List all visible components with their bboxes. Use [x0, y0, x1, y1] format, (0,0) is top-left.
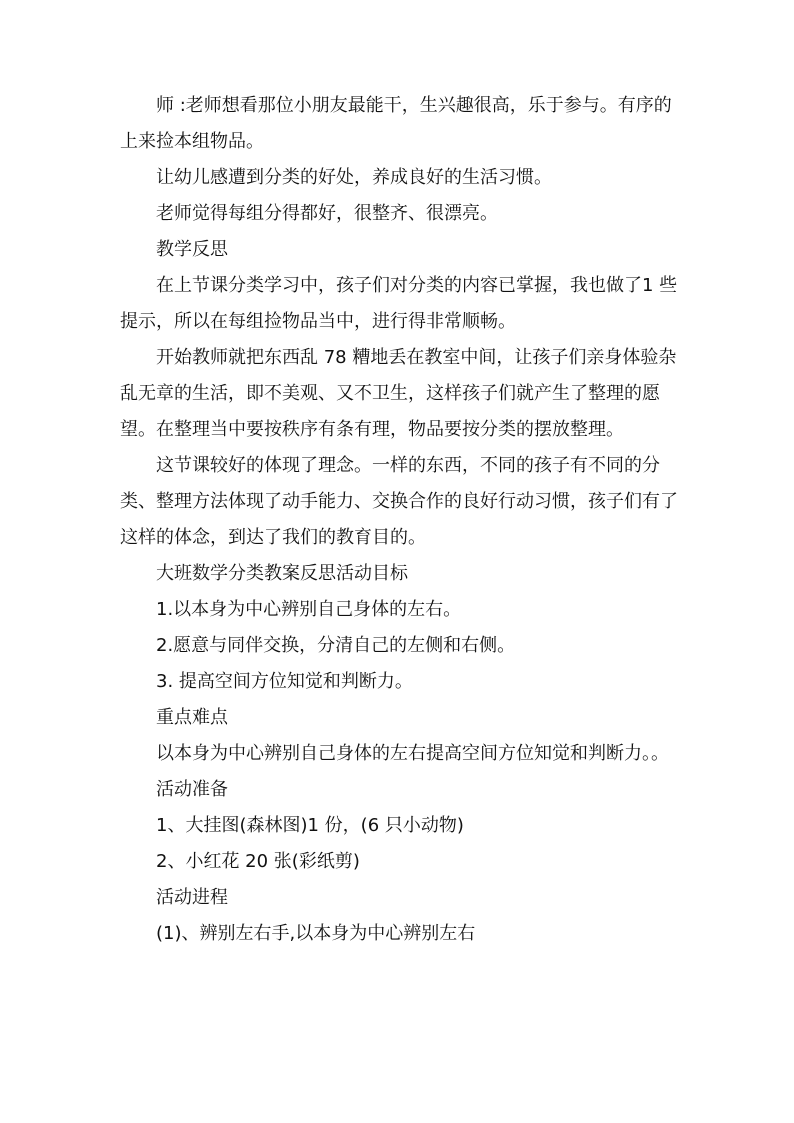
preparation-item-2: 2、小红花 20 张(彩纸剪)	[156, 851, 360, 872]
process-item-1: (1)、辨别左右手,以本身为中心辨别左右	[156, 923, 476, 944]
document-body	[120, 88, 680, 952]
paragraph-teacher-praise: 老师觉得每组分得都好，很整齐、很漂亮。	[156, 203, 498, 224]
heading-key-difficulties: 重点难点	[156, 707, 228, 728]
goal-item-2: 2.愿意与同伴交换，分清自己的左侧和右侧。	[156, 635, 516, 656]
goal-item-3: 3. 提高空间方位知觉和判断力。	[156, 671, 413, 692]
heading-activity-process: 活动进程	[156, 887, 228, 908]
preparation-item-1: 1、大挂图(森林图)1 份，(6 只小动物)	[156, 815, 464, 836]
goal-item-1: 1.以本身为中心辨别自己身体的左右。	[156, 599, 462, 620]
paragraph-benefit: 让幼儿感遭到分类的好处，养成良好的生活习惯。	[156, 167, 552, 188]
heading-teaching-reflection: 教学反思	[156, 239, 228, 260]
paragraph-teacher-intro: 师 :老师想看那位小朋友最能干，生兴趣很高，乐于参与。有序的上来捡本组物品。	[120, 95, 672, 152]
heading-activity-preparation: 活动准备	[156, 779, 228, 800]
paragraph-reflection-1: 在上节课分类学习中，孩子们对分类的内容已掌握，我也做了1 些提示，所以在每组捡物品当中，进行得非常顺畅。	[120, 275, 678, 332]
paragraph-reflection-3: 这节课较好的体现了理念。一样的东西，不同的孩子有不同的分类、整理方法体现了动手能力、交换合作的良好行动习惯，孩子们有了这样的体念，到达了我们的教育目的。	[120, 455, 678, 548]
paragraph-key-difficulties: 以本身为中心辨别自己身体的左右提高空间方位知觉和判断力。。	[156, 743, 669, 764]
heading-activity-goals: 大班数学分类教案反思活动目标	[156, 563, 408, 584]
paragraph-reflection-2: 开始教师就把东西乱 78 糟地丢在教室中间，让孩子们亲身体验杂乱无章的生活，即不美观、又不卫生，这样孩子们就产生了整理的愿望。在整理当中要按秩序有条有理，物品要按分类的摆放整理。	[120, 347, 677, 440]
